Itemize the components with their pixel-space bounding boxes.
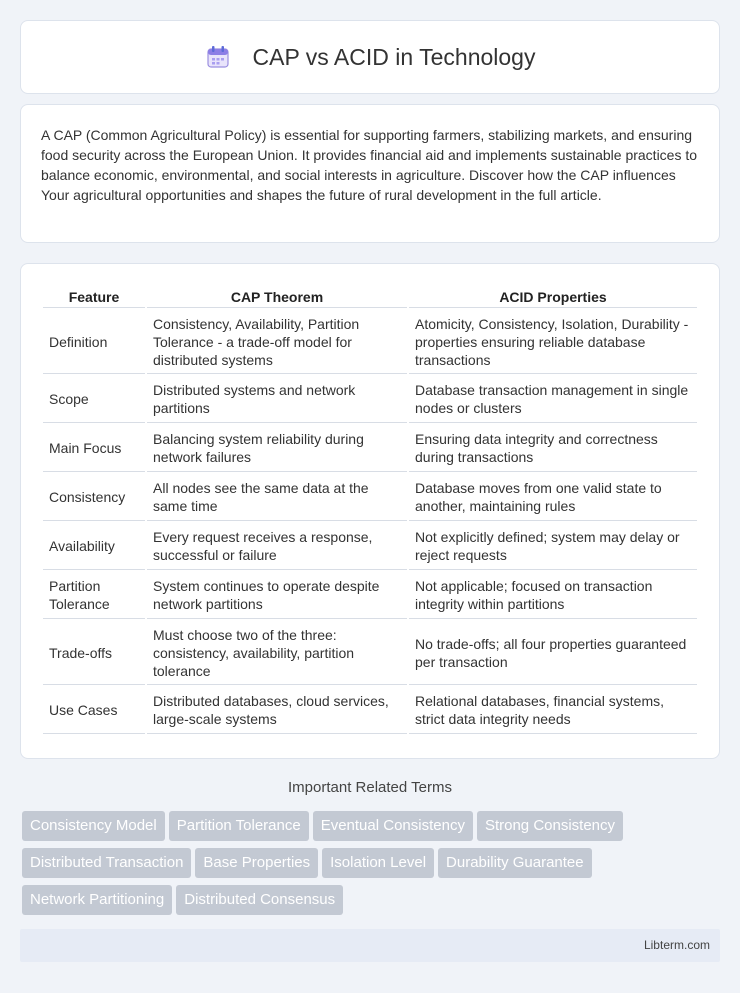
cap-cell: Distributed systems and network partitions	[147, 376, 407, 423]
related-terms-title: Important Related Terms	[288, 779, 452, 796]
related-term-tag[interactable]: Consistency Model	[22, 811, 165, 841]
related-terms-list	[22, 811, 722, 922]
cap-cell: Distributed databases, cloud services, large-scale systems	[147, 687, 407, 734]
calendar-icon	[205, 44, 231, 70]
related-term-tag[interactable]: Strong Consistency	[477, 811, 623, 841]
related-term-tag[interactable]: Base Properties	[195, 848, 318, 878]
acid-cell: Relational databases, financial systems, strict data integrity needs	[409, 687, 697, 734]
acid-cell: No trade-offs; all four properties guaranteed per transaction	[409, 621, 697, 685]
feature-cell: Consistency	[43, 474, 145, 521]
related-term-tag[interactable]: Partition Tolerance	[169, 811, 309, 841]
acid-cell: Atomicity, Consistency, Isolation, Durability - properties ensuring reliable database transactions	[409, 310, 697, 374]
cap-cell: Every request receives a response, successful or failure	[147, 523, 407, 570]
feature-cell: Main Focus	[43, 425, 145, 472]
footer-site-link[interactable]: Libterm.com	[643, 938, 710, 952]
feature-cell: Trade-offs	[43, 621, 145, 685]
feature-cell: Use Cases	[43, 687, 145, 734]
table-row	[43, 425, 697, 472]
related-term-tag[interactable]: Eventual Consistency	[313, 811, 473, 841]
table-row	[43, 310, 697, 374]
table-row	[43, 621, 697, 685]
table-row	[43, 572, 697, 619]
page-title: CAP vs ACID in Technology	[252, 43, 536, 70]
acid-cell: Not explicitly defined; system may delay or reject requests	[409, 523, 697, 570]
related-term-tag[interactable]: Network Partitioning	[22, 885, 172, 915]
intro-text: A CAP (Common Agricultural Policy) is essential for supporting farmers, stabilizing markets, and ensuring food security across the European Union. It provides financial aid and implements sustainable practices to balance economic, environmental, and social interests in agriculture. Discover how the CAP influences Your agricultural opportunities and shapes the future of rural development in the full article.	[41, 127, 698, 203]
cap-cell: System continues to operate despite network partitions	[147, 572, 407, 619]
footer	[20, 929, 720, 962]
related-term-tag[interactable]: Durability Guarantee	[438, 848, 592, 878]
acid-cell: Database transaction management in single nodes or clusters	[409, 376, 697, 423]
feature-cell: Scope	[43, 376, 145, 423]
acid-cell: Ensuring data integrity and correctness during transactions	[409, 425, 697, 472]
cap-cell: Consistency, Availability, Partition Tolerance - a trade-off model for distributed systems	[147, 310, 407, 374]
column-header-acid: ACID Properties	[409, 286, 697, 308]
table-header-row	[43, 286, 697, 308]
cap-cell: Must choose two of the three: consistency, availability, partition tolerance	[147, 621, 407, 685]
table-row	[43, 523, 697, 570]
header-card	[20, 20, 720, 94]
related-term-tag[interactable]: Distributed Transaction	[22, 848, 191, 878]
feature-cell: Availability	[43, 523, 145, 570]
table-row	[43, 376, 697, 423]
related-term-tag[interactable]: Distributed Consensus	[176, 885, 343, 915]
acid-cell: Not applicable; focused on transaction integrity within partitions	[409, 572, 697, 619]
cap-cell: Balancing system reliability during network failures	[147, 425, 407, 472]
related-term-tag[interactable]: Isolation Level	[322, 848, 434, 878]
comparison-table-card	[20, 263, 720, 759]
feature-cell: Partition Tolerance	[43, 572, 145, 619]
acid-cell: Database moves from one valid state to another, maintaining rules	[409, 474, 697, 521]
table-row	[43, 474, 697, 521]
cap-cell: All nodes see the same data at the same time	[147, 474, 407, 521]
table-row	[43, 687, 697, 734]
comparison-table	[41, 284, 699, 736]
intro-card	[20, 104, 720, 243]
feature-cell: Definition	[43, 310, 145, 374]
column-header-feature: Feature	[43, 286, 145, 308]
column-header-cap: CAP Theorem	[147, 286, 407, 308]
